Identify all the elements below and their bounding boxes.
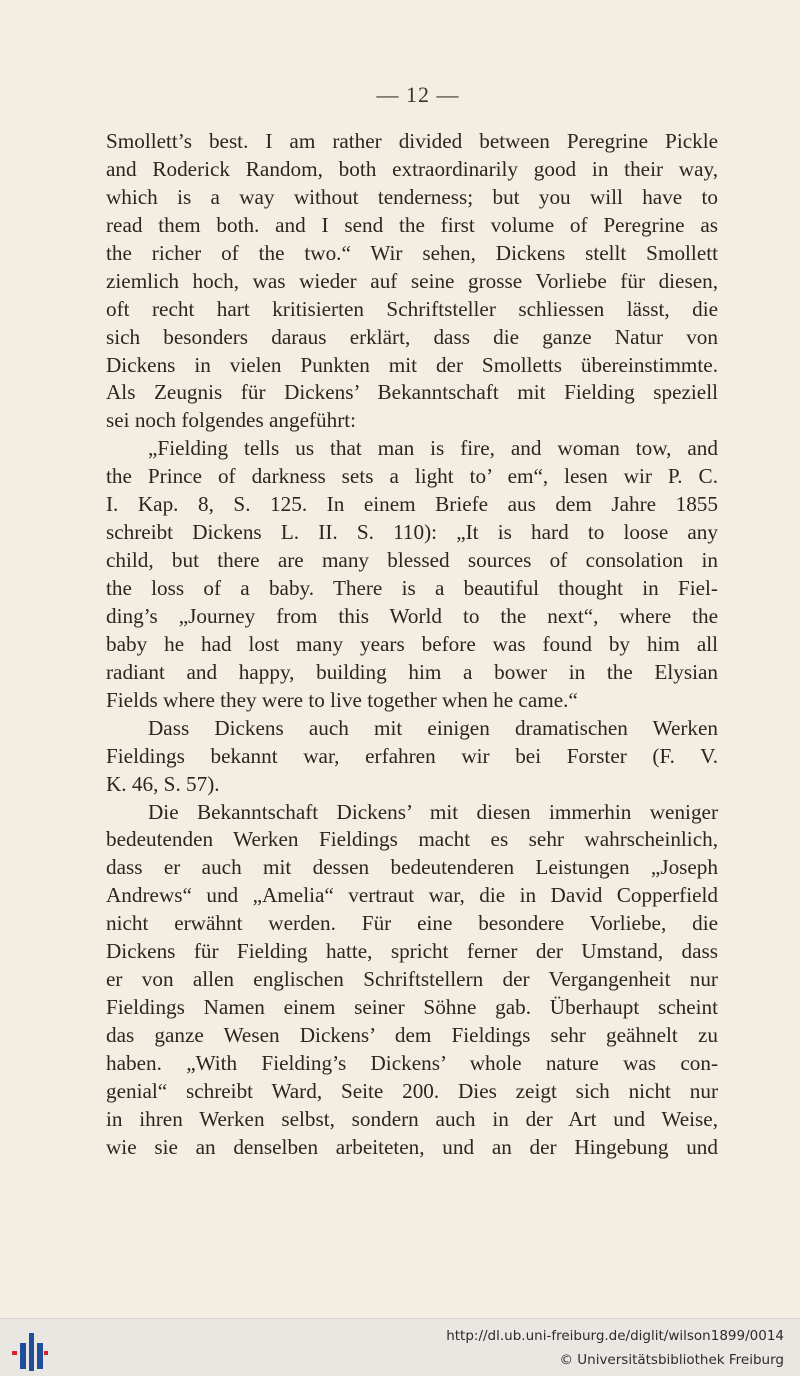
text-line: haben. „With Fielding’s Dickens’ whole nature was con- [106, 1050, 718, 1075]
copyright-notice: © Universitätsbibliothek Freiburg [559, 1352, 784, 1368]
text-line: genial“ schreibt Ward, Seite 200. Dies zeigt sich nicht nur [106, 1078, 718, 1103]
text-line: er von allen englischen Schriftstellern der Vergangenheit nur [106, 967, 718, 992]
body-text [106, 128, 718, 1162]
text-line: K. 46, S. 57). [106, 771, 220, 796]
text-line: nicht erwähnt werden. Für eine besondere Vorliebe, die [106, 911, 718, 936]
text-line: Fieldings bekannt war, erfahren wir bei Forster (F. V. [106, 743, 718, 768]
text-line: Dass Dickens auch mit einigen dramatischen Werken [148, 715, 718, 740]
text-line: dass er auch mit dessen bedeutenderen Leistungen „Joseph [106, 855, 718, 880]
text-line: in ihren Werken selbst, sondern auch in der Art und Weise, [106, 1106, 718, 1131]
text-line: schreibt Dickens L. II. S. 110): „It is hard to loose any [106, 520, 718, 545]
text-line: the Prince of darkness sets a light to’ em“, lesen wir P. C. [106, 464, 718, 489]
text-line: Als Zeugnis für Dickens’ Bekanntschaft mit Fielding speziell [106, 380, 718, 405]
text-line: read them both. and I send the first volume of Peregrine as [106, 212, 718, 237]
text-line: sei noch folgendes angeführt: [106, 408, 357, 433]
text-line: radiant and happy, building him a bower in the Elysian [106, 659, 718, 684]
text-line: das ganze Wesen Dickens’ dem Fieldings sehr geähnelt zu [106, 1023, 718, 1047]
text-line: Fields where they were to live together when he came.“ [106, 687, 578, 712]
text-line: Die Bekanntschaft Dickens’ mit diesen immerhin weniger [148, 799, 718, 824]
text-line: bedeutenden Werken Fieldings macht es sehr wahrscheinlich, [106, 827, 718, 852]
text-line: ding’s „Journey from this World to the next“, where the [106, 603, 718, 628]
text-line: the richer of the two.“ Wir sehen, Dickens stellt Smollett [106, 240, 718, 265]
permalink-url[interactable]: http://dl.ub.uni-freiburg.de/diglit/wilson1899/0014 [446, 1328, 784, 1344]
text-line: Dickens in vielen Punkten mit der Smolletts übereinstimmte. [106, 352, 718, 377]
text-line: child, but there are many blessed sources of consolation in [106, 548, 718, 573]
text-line: ziemlich hoch, was wieder auf seine grosse Vorliebe für diesen, [106, 268, 718, 293]
text-line: and Roderick Random, both extraordinarily good in their way, [106, 156, 718, 181]
page-number: — 12 — [376, 82, 460, 107]
text-line: wie sie an denselben arbeiteten, und an der Hingebung und [106, 1134, 718, 1159]
text-line: I. Kap. 8, S. 125. In einem Briefe aus dem Jahre 1855 [106, 492, 718, 517]
footer-bar [0, 1318, 800, 1376]
text-line: Fieldings Namen einem seiner Söhne gab. Überhaupt scheint [106, 995, 718, 1020]
text-line: „Fielding tells us that man is fire, and woman tow, and [148, 436, 718, 461]
text-line: Dickens für Fielding hatte, spricht ferner der Umstand, dass [106, 939, 718, 964]
ub-freiburg-logo-icon [12, 1331, 48, 1371]
text-line: Andrews“ und „Amelia“ vertraut war, die in David Copperfield [106, 883, 718, 908]
text-line: the loss of a baby. There is a beautiful thought in Fiel- [106, 576, 718, 600]
text-line: which is a way without tenderness; but you will have to [106, 184, 718, 209]
text-line: baby he had lost many years before was found by him all [106, 631, 718, 656]
text-line: Smollett’s best. I am rather divided between Peregrine Pickle [106, 129, 718, 153]
text-line: sich besonders daraus erklärt, dass die ganze Natur von [106, 324, 718, 349]
text-line: oft recht hart kritisierten Schriftsteller schliessen lässt, die [106, 296, 718, 321]
